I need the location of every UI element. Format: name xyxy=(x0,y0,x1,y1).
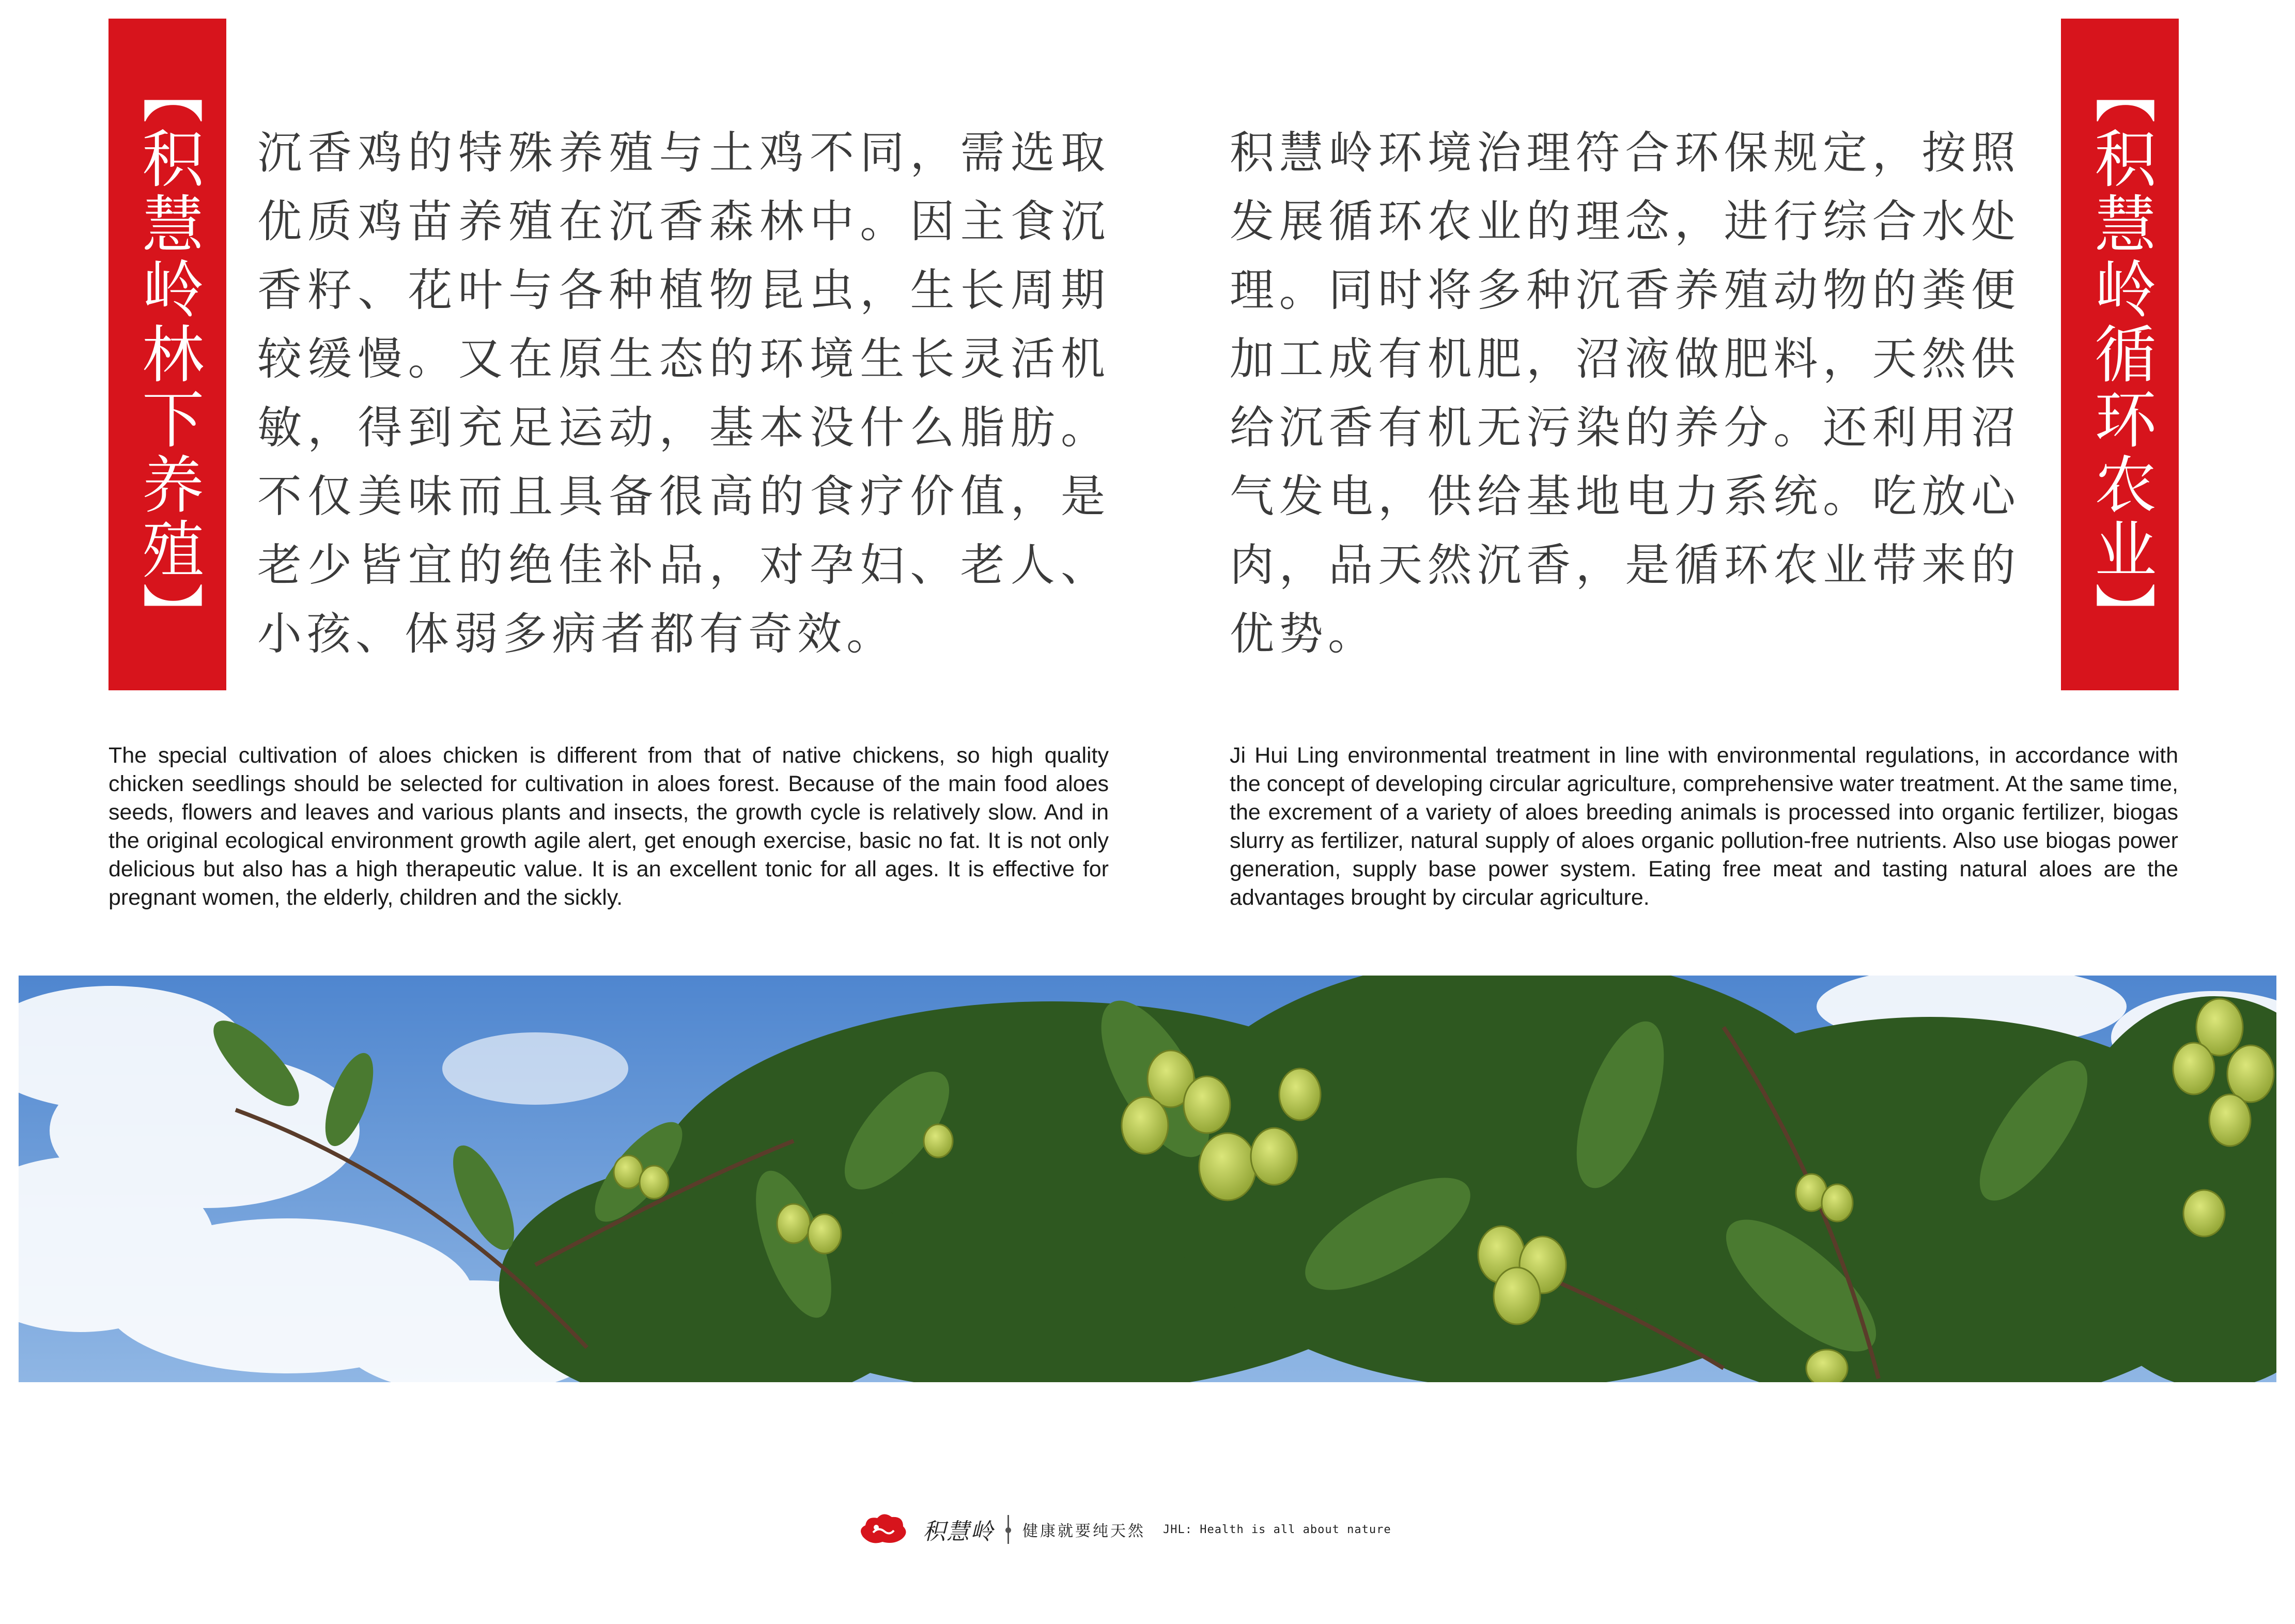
left-title-banner xyxy=(108,19,226,690)
right-title-banner xyxy=(2061,19,2179,690)
brand-name: 积慧岭 xyxy=(923,1519,994,1545)
footer-divider xyxy=(1007,1515,1009,1544)
right-banner-title: 【积慧岭循环农业】 xyxy=(2084,61,2156,647)
aloes-tree-photo xyxy=(19,976,2276,1382)
footer xyxy=(858,1509,1391,1550)
footer-tagline: 健康就要纯天然 xyxy=(1022,1522,1145,1540)
right-chinese-paragraph: 积慧岭环境治理符合环保规定，按照发展循环农业的理念，进行综合水处理。同时将多种沉香养殖动物的粪便加工成有机肥，沼液做肥料，天然供给沉香有机无污染的养分。还利用沼气发电，供给基地电力系统。吃放心肉，品天然沉香，是循环农业带来的优势。 xyxy=(1230,127,2020,660)
footer-tagline-english: JHL: Health is all about nature xyxy=(1163,1523,1391,1536)
red-cloud-logo-icon xyxy=(858,1511,909,1548)
tree-canopy-illustration xyxy=(19,976,2276,1382)
left-banner-title: 【积慧岭林下养殖】 xyxy=(132,61,204,647)
left-english-paragraph: The special cultivation of aloes chicken is different from that of native chickens, so high quality chicken seedlings should be selected for cultivation in aloes forest. Because of the main food aloes seeds, flowers and leaves and various plants and insects, the growth cycle is relatively slow. And in the original ecological environment growth agile alert, get enough exercise, basic no fat. It is not only delicious but also has a high therapeutic value. It is an excellent tonic for all ages. It is effective for pregnant women, the elderly, children and the sickly. xyxy=(108,743,1109,910)
left-chinese-paragraph: 沉香鸡的特殊养殖与土鸡不同，需选取优质鸡苗养殖在沉香森林中。因主食沉香籽、花叶与各种植物昆虫，生长周期较缓慢。又在原生态的环境生长灵活机敏，得到充足运动，基本没什么脂肪。不仅美味而且具备很高的食疗价值，是老少皆宜的绝佳补品，对孕妇、老人、小孩、体弱多病者都有奇效。 xyxy=(257,127,1110,660)
right-english-paragraph: Ji Hui Ling environmental treatment in line with environmental regulations, in accordance with the concept of developing circular agriculture, comprehensive water treatment. At the same time, the excrement of a variety of aloes breeding animals is processed into organic fertilizer, biogas slurry as fertilizer, natural supply of aloes organic pollution-free nutrients. Also use biogas power generation, supply base power system. Eating free meat and tasting natural aloes are the advantages brought by circular agriculture. xyxy=(1230,743,2178,910)
